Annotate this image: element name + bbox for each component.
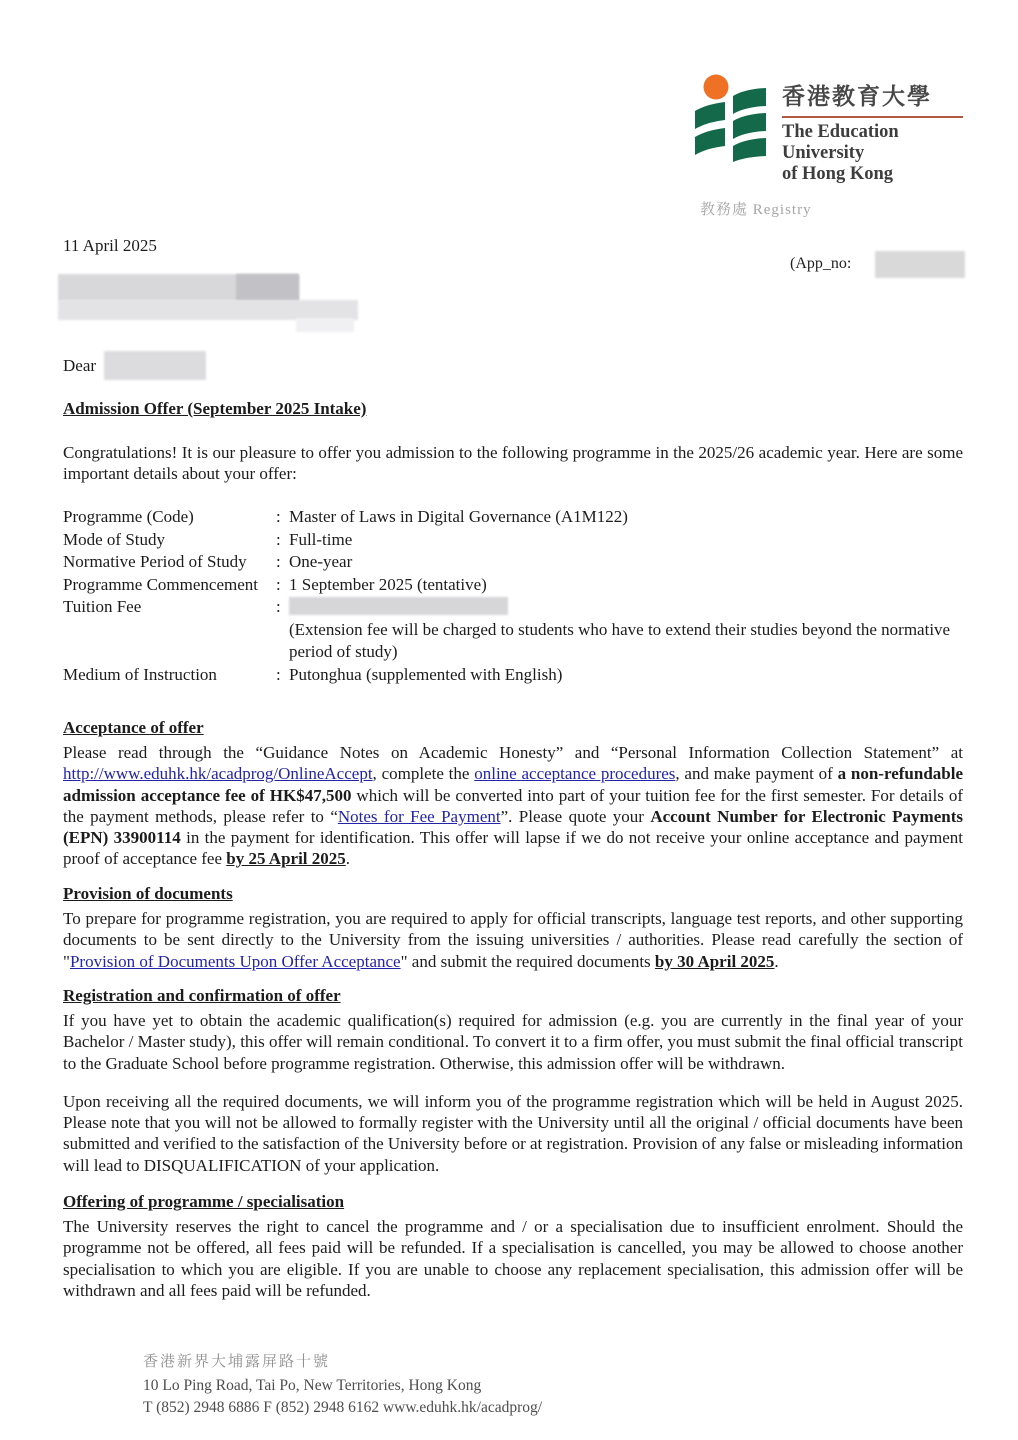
section-paragraph bbox=[63, 908, 963, 972]
table-row bbox=[63, 506, 963, 529]
letter-footer bbox=[143, 1350, 743, 1417]
section-heading: Offering of programme / specialisation bbox=[63, 1192, 345, 1211]
section-acceptance-of-offer bbox=[63, 718, 963, 870]
text-segment: Please read through the “Guidance Notes on Academic Honesty” and “Personal Information Collection Statement” at bbox=[63, 743, 963, 762]
detail-label: Programme Commencement bbox=[63, 574, 258, 594]
inline-link[interactable]: Provision of Documents Upon Offer Acceptance bbox=[69, 951, 401, 971]
university-name-en-line2: of Hong Kong bbox=[782, 164, 894, 185]
section-heading: Provision of documents bbox=[63, 884, 233, 903]
text-segment: The University reserves the right to cancel the programme and / or a specialisation due to insufficient enrolment. Should the programme not be offered, all fees paid will be refunded. If a specialisation is cancelled, you may be allowed to choose another specialisation to which you are eligible. If you are unable to choose any replacement specialisation, this admission offer will be withdrawn and all fees paid will be refunded. bbox=[63, 1217, 963, 1300]
registry-department-label: 教務處 Registry bbox=[700, 202, 812, 218]
detail-separator: : bbox=[276, 597, 281, 616]
section-provision-of-documents bbox=[63, 884, 963, 972]
detail-value: Full-time bbox=[289, 529, 353, 549]
table-row bbox=[63, 529, 963, 552]
text-segment: " and submit the required documents bbox=[400, 951, 655, 971]
section-heading: Registration and confirmation of offer bbox=[63, 986, 341, 1005]
letterhead-rule bbox=[782, 116, 963, 118]
eduhk-logo-icon bbox=[693, 74, 769, 162]
text-segment: Account Number for Electronic Payments (EPN) 33900114 bbox=[63, 806, 963, 848]
detail-separator: : bbox=[276, 552, 281, 571]
recipient-name-redacted bbox=[104, 351, 206, 380]
detail-label: Programme (Code) bbox=[63, 507, 194, 526]
detail-separator: : bbox=[276, 574, 281, 594]
tuition-fee-note: (Extension fee will be charged to students who have to extend their studies beyond the normative period of study) bbox=[289, 619, 951, 661]
text-segment: , complete the bbox=[372, 764, 475, 784]
text-segment: , and make payment of bbox=[675, 764, 838, 784]
letter-date: 11 April 2025 bbox=[63, 236, 157, 255]
offer-details-table bbox=[63, 506, 963, 686]
footer-address-cjk: 香港新界大埔露屏路十號 bbox=[143, 1354, 331, 1370]
section-heading: Acceptance of offer bbox=[63, 718, 204, 737]
recipient-address-redacted bbox=[296, 318, 354, 332]
letter-subject: Admission Offer (September 2025 Intake) bbox=[63, 399, 367, 418]
detail-value: Putonghua (supplemented with English) bbox=[289, 664, 563, 684]
section-registration-confirmation bbox=[63, 986, 963, 1176]
text-segment: . bbox=[345, 849, 351, 869]
detail-label: Tuition Fee bbox=[63, 597, 142, 616]
detail-value: One-year bbox=[289, 552, 353, 571]
greeting: Dear bbox=[63, 356, 97, 375]
detail-value-redacted bbox=[289, 596, 963, 619]
detail-separator: : bbox=[276, 529, 281, 549]
intro-paragraph: Congratulations! It is our pleasure to offer you admission to the following programme in the 2025/26 academic year. Here are some important details about your offer: bbox=[63, 443, 963, 484]
recipient-address-redacted bbox=[236, 274, 299, 301]
text-segment: . bbox=[774, 951, 779, 971]
text-segment: in the payment for identification. This offer will lapse if we do not receive your online acceptance and payment proof of acceptance fee bbox=[63, 828, 963, 869]
footer-contact: T (852) 2948 6886 F (852) 2948 6162 www.eduhk.hk/acadprog/ bbox=[143, 1399, 543, 1416]
text-segment: If you have yet to obtain the academic qualification(s) required for admission (e.g. you are currently in the final year of your Bachelor / Master study), this offer will remain conditional. To convert it to a firm offer, you must submit the final official transcript to the Graduate School before programme registration. Otherwise, this admission offer will be withdrawn. bbox=[63, 1011, 963, 1073]
university-name-en-line1: The Education University bbox=[782, 122, 899, 164]
text-segment: by 30 April 2025 bbox=[654, 951, 775, 971]
inline-link[interactable]: http://www.eduhk.hk/acadprog/OnlineAccept bbox=[63, 764, 373, 784]
recipient-address-redacted bbox=[58, 300, 358, 320]
section-paragraph bbox=[63, 1091, 963, 1176]
table-row bbox=[63, 574, 963, 597]
text-segment: by 25 April 2025 bbox=[226, 849, 346, 869]
text-segment: Upon receiving all the required documents, we will inform you of the programme registration which will be held in August 2025. Please note that you will not be allowed to formally register with the University until all the original / official documents have been submitted and verified to the satisfaction of the University before or at registration. Provision of any false or misleading information will lead to DISQUALIFICATION of your application. bbox=[63, 1091, 963, 1175]
detail-label: Normative Period of Study bbox=[63, 552, 247, 571]
detail-label: Medium of Instruction bbox=[63, 664, 217, 684]
university-name-block bbox=[782, 78, 964, 185]
table-row bbox=[63, 664, 963, 687]
tuition-fee-redacted bbox=[289, 597, 508, 615]
text-segment: ”. Please quote your bbox=[500, 806, 651, 826]
footer-address-en: 10 Lo Ping Road, Tai Po, New Territories, Hong Kong bbox=[143, 1377, 482, 1394]
detail-value: Master of Laws in Digital Governance (A1M122) bbox=[289, 507, 628, 526]
app-no-redacted bbox=[875, 251, 965, 278]
inline-link[interactable]: Notes for Fee Payment bbox=[337, 806, 501, 826]
text-segment: To prepare for programme registration, you are required to apply for official transcripts, language test reports, and other supporting documents to be sent directly to the University from the issuing universities / authorities. Please read carefully the section of " bbox=[63, 909, 963, 971]
section-offering-of-programme bbox=[63, 1192, 963, 1301]
detail-separator: : bbox=[276, 664, 281, 684]
detail-separator: : bbox=[276, 507, 281, 526]
table-row bbox=[63, 551, 963, 574]
university-name-cjk: 香港教育大學 bbox=[782, 84, 932, 109]
text-segment: which will be converted into part of your tuition fee for the first semester. For details of the payment methods, please refer to “ bbox=[63, 785, 963, 826]
detail-value: 1 September 2025 (tentative) bbox=[289, 574, 487, 594]
section-paragraph bbox=[63, 1216, 963, 1301]
detail-label: Mode of Study bbox=[63, 529, 165, 549]
section-paragraph bbox=[63, 1010, 963, 1074]
text-segment: a non-refundable admission acceptance fee of HK$47,500 bbox=[63, 764, 963, 805]
section-paragraph bbox=[63, 742, 963, 870]
table-row bbox=[63, 596, 963, 619]
app-no-label: (App_no: bbox=[790, 255, 852, 272]
inline-link[interactable]: online acceptance procedures bbox=[474, 764, 676, 784]
